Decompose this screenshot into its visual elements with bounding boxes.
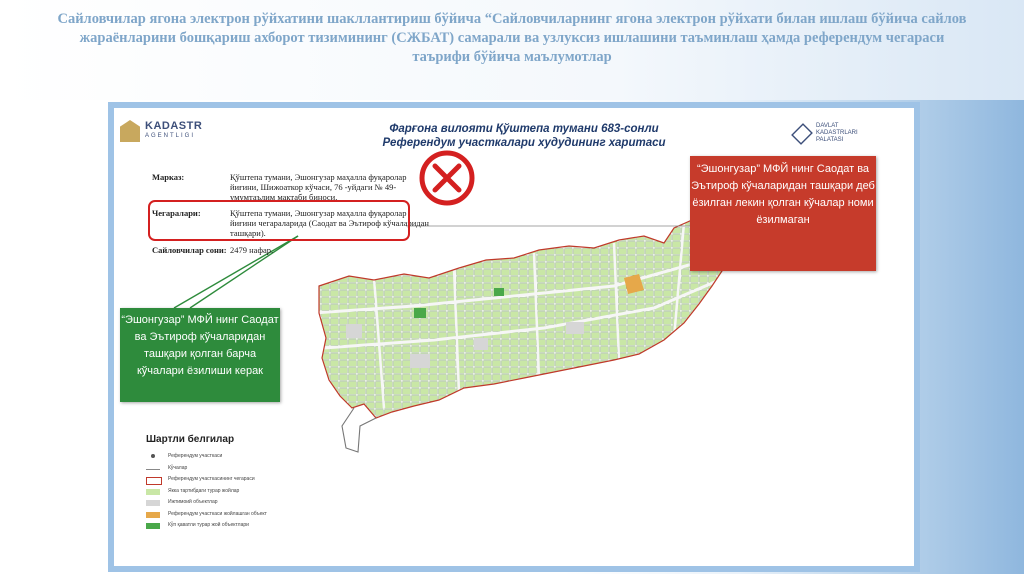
prohibited-icon	[418, 149, 476, 207]
legend-item	[146, 510, 386, 522]
info-sailovchi	[152, 245, 452, 257]
palace-logo	[792, 120, 902, 148]
legend-swatch	[146, 523, 160, 529]
kadastr-logo-name: KADASTR	[145, 120, 203, 132]
legend-item	[146, 487, 386, 499]
kadastr-logo-sub: AGENTLIGI	[145, 133, 196, 139]
palace-logo-line1: DAVLAT	[816, 123, 839, 129]
legend-label: Референдум участкаси	[168, 453, 223, 459]
legend-swatch	[151, 454, 155, 458]
map-title: Фарғона вилояти Қўштепа тумани 683-сонли Референдум участкалари худудининг харитаси	[382, 123, 666, 149]
legend-swatch	[146, 500, 160, 506]
slide-title: Сайловчилар ягона электрон рўйхатини шакллантириш бўйича “Сайловчиларнинг ягона электрон рўйхати билан ишлаш бўйича сайлов жараёнларини бошқариш ахборот тизимининг (СЖБАТ) самарали ва узлуксиз ишлашини таъминлаш ҳамда референдум чегараси таърифи бўйича маълумотлар	[57, 11, 967, 65]
legend-title: Шартли белгилар	[146, 434, 235, 445]
legend-item	[146, 464, 386, 476]
chegaralar-highlight-box	[148, 200, 410, 241]
legend-label: Кўп қаватли турар жой объектлари	[168, 522, 249, 528]
legend-item	[146, 452, 386, 464]
legend-swatch	[146, 477, 162, 485]
legend-item	[146, 475, 386, 487]
legend-label: Референдум участкасининг чегараси	[168, 476, 255, 482]
info-chegaralar-label: Чегаралари:	[152, 208, 201, 218]
diamond-icon	[791, 123, 813, 145]
legend-label: Кўчалар	[168, 464, 188, 471]
palace-logo-line3: PALATASI	[816, 137, 844, 143]
legend-swatch	[146, 489, 160, 495]
info-markaz-label: Марказ:	[152, 172, 185, 182]
legend-label: Референдум участкаси жойлашган объект	[168, 510, 267, 517]
info-markaz	[152, 172, 452, 200]
callout-required-streets: “Эшонгузар” МФЙ нинг Саодат ва Эътироф кўчаларидан ташқари қолган барча кўчалари ёзилиши керак	[120, 308, 280, 402]
legend-item	[146, 521, 386, 533]
info-sailovchi-label: Сайловчилар сони:	[152, 245, 227, 255]
legend-swatch	[146, 512, 160, 518]
palace-logo-line2: KADASTRLARI	[816, 130, 858, 136]
legend-item	[146, 498, 386, 510]
kadastr-logo	[120, 118, 212, 146]
legend	[146, 452, 386, 533]
legend-label: Якка тартибдаги турар жойлар	[168, 487, 240, 494]
callout-missing-streets: “Эшонгузар” МФЙ нинг Саодат ва Эътироф кўчаларидан ташқари деб ёзилган лекин қолган кўчалар номи ёзилмаган	[690, 156, 876, 271]
legend-swatch	[146, 469, 160, 470]
info-chegaralar-value: Қўштепа тумани, Эшонгузар маҳалла фуқаролар йиғини чегараларида (Саодат ва Эътироф кўчаларидан ташқари).	[230, 208, 429, 238]
legend-label: Ижтимоий объектлар	[168, 499, 218, 505]
info-markaz-value: Қўштепа тумани, Эшонгузар маҳалла фуқаролар йиғини, Шижоаткор кўчаси, 76 -уйдаги № 49-умумтаълим мактаби биноси.	[230, 172, 407, 202]
info-sailovchi-value: 2479 нафар.	[230, 245, 274, 255]
map-document	[114, 108, 914, 566]
house-icon	[120, 120, 140, 142]
